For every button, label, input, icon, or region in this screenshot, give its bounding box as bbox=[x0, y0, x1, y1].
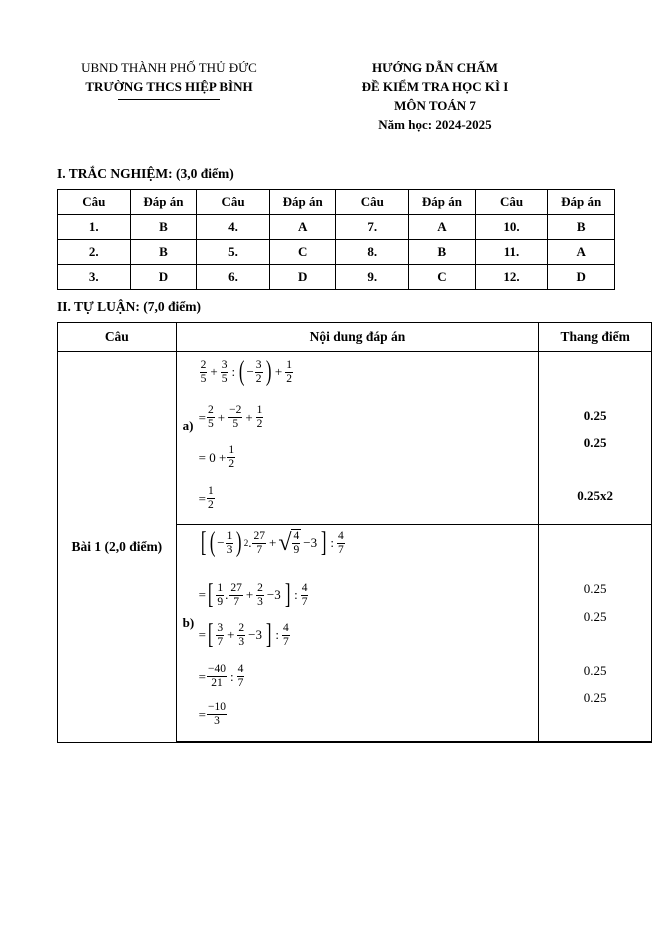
school-year: Năm học: 2024-2025 bbox=[378, 117, 492, 132]
col-content: Nội dung đáp án bbox=[176, 323, 539, 352]
question-number: 3. bbox=[58, 265, 131, 290]
math-line: = $\frac{2}{5}$ + $\frac{-2}{5}$ + $\frac{1}{2}$ bbox=[198, 404, 263, 430]
section1-title: I. TRẮC NGHIỆM: (3,0 điểm) bbox=[57, 166, 234, 181]
math-line: = [ $\frac{1}{9}$ . $\frac{27}{7}$ + $\frac{2}{3}$ −3 ] : $\frac{4}{7}$ bbox=[198, 579, 308, 610]
question-number: 10. bbox=[475, 215, 548, 240]
score-value: 0.25 bbox=[583, 609, 607, 624]
answer-key: C bbox=[269, 240, 336, 265]
score-value: 0.25x2 bbox=[577, 488, 614, 503]
col-question: Câu bbox=[58, 190, 131, 215]
math-line: = 0 + $\frac{1}{2}$ bbox=[198, 444, 235, 470]
table-row bbox=[58, 352, 652, 525]
answer-key: B bbox=[548, 215, 615, 240]
doc-title: HƯỚNG DẪN CHẤM bbox=[372, 60, 498, 75]
table-row bbox=[58, 265, 615, 290]
answer-key: D bbox=[130, 265, 197, 290]
answer-table bbox=[57, 189, 615, 290]
part-a-scores bbox=[539, 352, 652, 525]
answer-key: B bbox=[409, 240, 476, 265]
answer-key: C bbox=[409, 265, 476, 290]
col-question: Câu bbox=[197, 190, 270, 215]
question-number: 5. bbox=[197, 240, 270, 265]
col-answer: Đáp án bbox=[130, 190, 197, 215]
col-answer: Đáp án bbox=[269, 190, 336, 215]
part-b-label: b) bbox=[182, 615, 195, 630]
answer-table-header bbox=[58, 190, 615, 215]
score-value: 0.25 bbox=[583, 581, 607, 596]
header-right bbox=[325, 58, 545, 134]
score-value: 0.25 bbox=[583, 690, 607, 705]
answer-key: D bbox=[548, 265, 615, 290]
header-left bbox=[44, 58, 294, 100]
part-b-content bbox=[176, 525, 539, 743]
header-underline bbox=[118, 99, 220, 100]
question-number: 1. bbox=[58, 215, 131, 240]
math-line: = [ $\frac{3}{7}$ + $\frac{2}{3}$ −3 ] : $\frac{4}{7}$ bbox=[198, 619, 289, 650]
subject-title: MÔN TOÁN 7 bbox=[394, 98, 476, 113]
question-number: 2. bbox=[58, 240, 131, 265]
math-line: = $\frac{1}{2}$ bbox=[198, 485, 214, 511]
table-row bbox=[58, 215, 615, 240]
math-line: = $\frac{-10}{3}$ bbox=[198, 701, 226, 727]
score-value: 0.25 bbox=[583, 408, 607, 423]
col-answer: Đáp án bbox=[409, 190, 476, 215]
answer-key: D bbox=[269, 265, 336, 290]
col-score: Thang điểm bbox=[539, 323, 652, 352]
question-number: 11. bbox=[475, 240, 548, 265]
answer-key: B bbox=[130, 215, 197, 240]
part-a-label: a) bbox=[182, 418, 194, 433]
question-number: 6. bbox=[197, 265, 270, 290]
section2-title: II. TỰ LUẬN: (7,0 điểm) bbox=[57, 299, 201, 314]
col-question: Câu bbox=[58, 323, 177, 352]
score-value: 0.25 bbox=[583, 435, 607, 450]
part-a-content bbox=[176, 352, 539, 525]
part-b-scores bbox=[539, 525, 652, 743]
math-line: $\frac{2}{5}$ + $\frac{3}{5}$ : ( − $\frac{3}{2}$ ) + $\frac{1}{2}$ bbox=[200, 356, 292, 387]
question-number: 4. bbox=[197, 215, 270, 240]
question-number: 9. bbox=[336, 265, 409, 290]
question-number: 12. bbox=[475, 265, 548, 290]
score-value: 0.25 bbox=[583, 663, 607, 678]
answer-key: B bbox=[130, 240, 197, 265]
answer-key: A bbox=[409, 215, 476, 240]
math-line: = $\frac{-40}{21}$ : $\frac{4}{7}$ bbox=[198, 663, 244, 689]
table-row bbox=[58, 240, 615, 265]
col-question: Câu bbox=[336, 190, 409, 215]
answer-key: A bbox=[269, 215, 336, 240]
district-name: UBND THÀNH PHỐ THỦ ĐỨC bbox=[81, 60, 257, 75]
col-question: Câu bbox=[475, 190, 548, 215]
question-number: 8. bbox=[336, 240, 409, 265]
essay-table bbox=[57, 322, 652, 743]
col-answer: Đáp án bbox=[548, 190, 615, 215]
math-line: [ ( − $\frac{1}{3}$ ) 2 . $\frac{27}{7}$ + √ $\frac{4}{9}$ −3 ] : $\frac{4}{7}$ bbox=[200, 527, 344, 558]
question-number: 7. bbox=[336, 215, 409, 240]
answer-key: A bbox=[548, 240, 615, 265]
school-name: TRƯỜNG THCS HIỆP BÌNH bbox=[85, 79, 253, 94]
exam-title: ĐỀ KIỂM TRA HỌC KÌ I bbox=[361, 79, 509, 94]
bai1-label: Bài 1 (2,0 điểm) bbox=[58, 352, 177, 743]
essay-table-header bbox=[58, 323, 652, 352]
